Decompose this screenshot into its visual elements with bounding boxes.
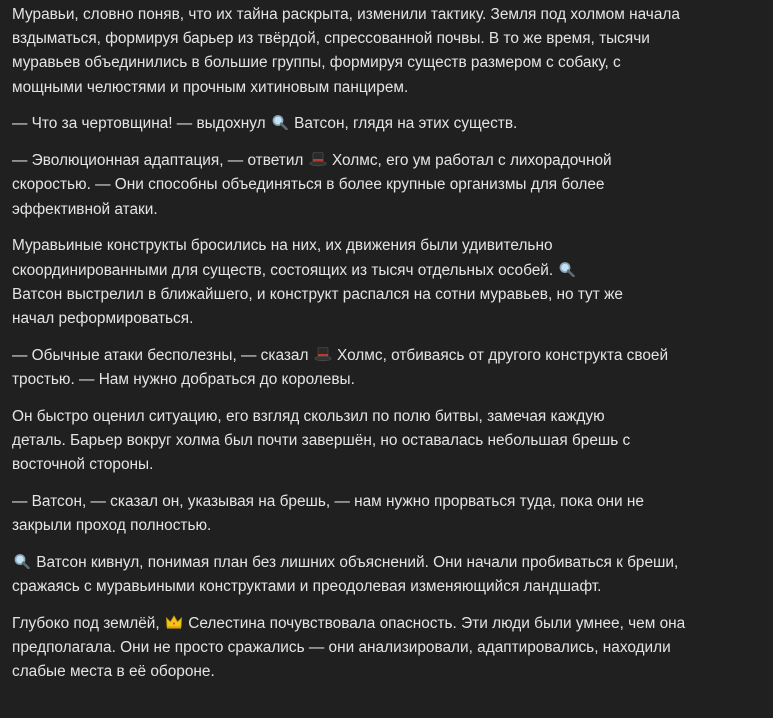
text-segment: Муравьиные конструкты бросились на них, их движения были удивительно	[12, 237, 553, 255]
text-segment: — Обычные атаки бесполезны, — сказал	[12, 346, 313, 364]
text-line	[12, 283, 757, 307]
text-segment: эффективной атаки.	[12, 200, 158, 218]
paragraph	[12, 149, 757, 222]
text-line	[12, 490, 757, 514]
paragraph	[12, 490, 757, 538]
text-line	[12, 514, 757, 538]
text-line	[12, 575, 757, 599]
text-segment: Ватсон, глядя на этих существ.	[289, 115, 518, 133]
text-segment: деталь. Барьер вокруг холма был почти завершён, но оставалась небольшая брешь с	[12, 432, 631, 450]
top-hat-icon	[309, 151, 327, 167]
text-segment: Холмс, отбиваясь от другого конструкта своей	[332, 346, 669, 364]
text-line	[12, 405, 757, 429]
text-line	[12, 198, 757, 222]
paragraph	[12, 405, 757, 478]
text-segment: восточной стороны.	[12, 456, 154, 474]
paragraph	[12, 612, 757, 685]
magnifier-icon	[558, 261, 576, 277]
text-line	[12, 612, 757, 636]
text-segment: Ватсон выстрелил в ближайшего, и конструкт распался на сотни муравьев, но тут же	[12, 285, 623, 303]
text-line	[12, 307, 757, 331]
paragraph	[12, 3, 757, 100]
text-line	[12, 344, 757, 368]
text-segment: Холмс, его ум работал с лихорадочной	[327, 152, 612, 170]
text-segment: Ватсон кивнул, понимая план без лишних объяснений. Они начали пробиваться к бреши,	[32, 554, 679, 572]
text-line	[12, 51, 757, 75]
text-segment: Селестина почувствовала опасность. Эти люди были умнее, чем она	[183, 615, 686, 633]
text-segment: начал реформироваться.	[12, 310, 194, 328]
text-segment: — Что за чертовщина! — выдохнул	[12, 115, 270, 133]
paragraph	[12, 234, 757, 331]
text-line	[12, 234, 757, 258]
text-segment: Он быстро оценил ситуацию, его взгляд скользил по полю битвы, замечая каждую	[12, 407, 605, 425]
text-segment: Глубоко под землёй,	[12, 615, 164, 633]
text-segment: скоординированными для существ, состоящих из тысяч отдельных особей.	[12, 261, 558, 279]
text-line	[12, 551, 757, 575]
text-line	[12, 660, 757, 684]
magnifier-icon	[13, 553, 31, 569]
text-line	[12, 112, 757, 136]
paragraph	[12, 112, 757, 136]
text-line	[12, 453, 757, 477]
text-line	[12, 173, 757, 197]
text-line	[12, 429, 757, 453]
text-line	[12, 76, 757, 100]
text-segment: предполагала. Они не просто сражались — они анализировали, адаптировались, находили	[12, 639, 671, 657]
text-segment: закрыли проход полностью.	[12, 517, 212, 535]
text-segment: Муравьи, словно поняв, что их тайна раскрыта, изменили тактику. Земля под холмом начала	[12, 6, 680, 23]
magnifier-icon	[271, 114, 289, 130]
text-line	[12, 27, 757, 51]
paragraph	[12, 551, 757, 599]
text-segment: — Ватсон, — сказал он, указывая на брешь, — нам нужно прорваться туда, пока они не	[12, 493, 644, 511]
text-segment: мощными челюстями и прочным хитиновым панцирем.	[12, 78, 409, 96]
text-segment: сражаясь с муравьиными конструктами и преодолевая изменяющийся ландшафт.	[12, 578, 602, 596]
text-segment: скоростью. — Они способны объединяться в более крупные организмы для более	[12, 176, 605, 194]
text-segment: вздыматься, формируя барьер из твёрдой, спрессованной почвы. В то же время, тысячи	[12, 30, 650, 48]
paragraph	[12, 344, 757, 392]
text-line	[12, 636, 757, 660]
top-hat-icon	[314, 346, 332, 362]
text-segment: муравьев объединились в большие группы, формируя существ размером с собаку, с	[12, 54, 621, 72]
crown-icon	[165, 614, 183, 630]
text-segment: — Эволюционная адаптация, — ответил	[12, 152, 308, 170]
text-line	[12, 259, 757, 283]
text-segment: слабые места в её обороне.	[12, 663, 215, 681]
text-line	[12, 368, 757, 392]
text-line	[12, 3, 757, 27]
text-segment: тростью. — Нам нужно добраться до королевы.	[12, 371, 355, 389]
text-line	[12, 149, 757, 173]
